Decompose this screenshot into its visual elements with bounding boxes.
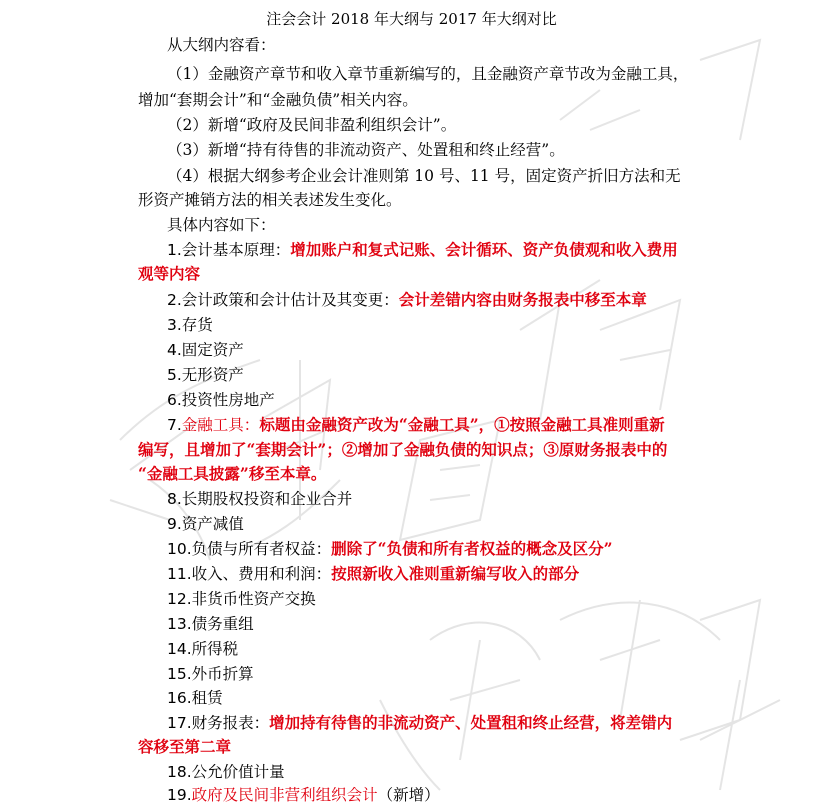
item-7-label: 金融工具： bbox=[181, 416, 260, 434]
item-19-suffix: （新增） bbox=[377, 786, 440, 804]
outline-heading: 从大纲内容看： bbox=[167, 36, 276, 54]
item-11 bbox=[167, 562, 579, 586]
item-12: 12.非货币性资产交换 bbox=[167, 590, 316, 608]
item-1-note-cont: 观等内容 bbox=[138, 264, 201, 283]
item-9: 9.资产减值 bbox=[167, 515, 244, 533]
item-3: 3.存货 bbox=[167, 316, 213, 334]
item-7-note: 标题由金融资产改为“金融工具”，①按照金融工具准则重新 bbox=[259, 415, 665, 434]
item-18: 18.公允价值计量 bbox=[167, 763, 285, 781]
item-17-note-cont: 容移至第二章 bbox=[138, 737, 232, 756]
item-13: 13.债务重组 bbox=[167, 615, 254, 633]
outline-point-1-cont: 增加“套期会计”和“金融负债”相关内容。 bbox=[138, 91, 418, 109]
outline-point-4-cont: 形资产摊销方法的相关表述发生变化。 bbox=[138, 191, 402, 209]
item-6: 6.投资性房地产 bbox=[167, 391, 275, 409]
item-17-label: 17.财务报表： bbox=[167, 714, 270, 732]
outline-point-1: （1）金融资产章节和收入章节重新编写的，且金融资产章节改为金融工具， bbox=[167, 65, 689, 83]
item-16: 16.租赁 bbox=[167, 689, 223, 707]
item-7-note-cont-1: 编写，且增加了“套期会计”；②增加了金融负债的知识点；③原财务报表中的 bbox=[138, 440, 668, 459]
item-2 bbox=[167, 288, 647, 312]
item-19-label: 政府及民间非营利组织会计 bbox=[191, 786, 378, 804]
item-2-note: 会计差错内容由财务报表中移至本章 bbox=[398, 290, 647, 309]
item-19-number: 19. bbox=[167, 786, 192, 804]
item-1-label: 1.会计基本原理： bbox=[167, 241, 291, 259]
item-19 bbox=[167, 783, 440, 807]
outline-point-2: （2）新增“政府及民间非盈利组织会计”。 bbox=[167, 116, 457, 134]
detail-heading: 具体内容如下： bbox=[167, 216, 276, 234]
item-8: 8.长期股权投资和企业合并 bbox=[167, 490, 353, 508]
item-1 bbox=[167, 238, 678, 262]
item-7-note-cont-2: “金融工具披露”移至本章。 bbox=[138, 464, 327, 483]
item-2-label: 2.会计政策和会计估计及其变更： bbox=[167, 291, 399, 309]
outline-point-3: （3）新增“持有待售的非流动资产、处置租和终止经营”。 bbox=[167, 141, 565, 159]
item-11-note: 按照新收入准则重新编写收入的部分 bbox=[331, 564, 580, 583]
document-title: 注会会计 2018 年大纲与 2017 年大纲对比 bbox=[266, 10, 557, 28]
item-17-note: 增加持有待售的非流动资产、处置租和终止经营，将差错内 bbox=[269, 713, 673, 732]
item-4: 4.固定资产 bbox=[167, 341, 244, 359]
item-17 bbox=[167, 711, 672, 735]
outline-point-4: （4）根据大纲参考企业会计准则第 10 号、11 号，固定资产折旧方法和无 bbox=[167, 167, 681, 185]
item-10-note: 删除了“负债和所有者权益的概念及区分” bbox=[331, 539, 613, 558]
item-14: 14.所得税 bbox=[167, 640, 239, 658]
item-10 bbox=[167, 537, 613, 561]
item-5: 5.无形资产 bbox=[167, 366, 244, 384]
item-11-label: 11.收入、费用和利润： bbox=[167, 565, 332, 583]
item-15: 15.外币折算 bbox=[167, 665, 254, 683]
item-1-note: 增加账户和复式记账、会计循环、资产负债观和收入费用 bbox=[290, 240, 678, 259]
item-10-label: 10.负债与所有者权益： bbox=[167, 540, 332, 558]
item-7 bbox=[167, 413, 665, 437]
item-7-number: 7. bbox=[167, 416, 182, 434]
